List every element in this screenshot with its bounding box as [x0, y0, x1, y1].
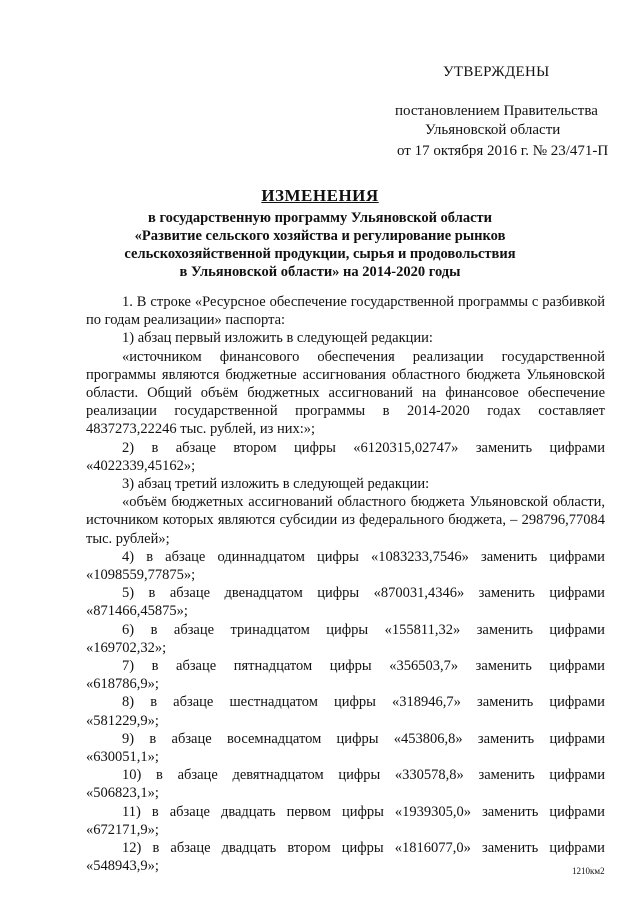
subtitle-line: в государственную программу Ульяновской области — [147, 210, 492, 226]
item-value: «4022339,45162»; — [86, 457, 196, 474]
document-subtitle — [110, 209, 530, 281]
paragraph-item-7 — [86, 657, 605, 693]
item-line: 10) в абзаце девятнадцатом цифры «330578,8» заменить цифрами — [122, 767, 605, 784]
paragraph-item-10 — [86, 766, 605, 802]
document-title: ИЗМЕНЕНИЯ — [261, 186, 379, 205]
item-line: 6) в абзаце тринадцатом цифры «155811,32» заменить цифрами — [122, 621, 605, 638]
item-line: 12) в абзаце двадцать втором цифры «1816077,0» заменить цифрами — [122, 840, 605, 857]
approval-resolution: постановлением Правительства — [395, 103, 598, 119]
item-line: 9) в абзаце восемнадцатом цифры «453806,8» заменить цифрами — [122, 730, 605, 747]
item-line: 4) в абзаце одиннадцатом цифры «1083233,7546» заменить цифрами — [122, 548, 605, 565]
paragraph-item-12 — [86, 839, 605, 875]
paragraph-intro: 1. В строке «Ресурсное обеспечение государственной программы с разбивкой по годам реализации» паспорта: — [86, 294, 605, 329]
paragraph-item-4 — [86, 548, 605, 584]
item-value: «581229,9»; — [86, 712, 159, 729]
item-line: 2) в абзаце втором цифры «6120315,02747» заменить цифрами — [122, 439, 605, 456]
item-line: 7) в абзаце пятнадцатом цифры «356503,7» заменить цифрами — [122, 658, 605, 675]
approval-title: УТВЕРЖДЕНЫ — [443, 64, 550, 80]
paragraph-item-8 — [86, 693, 605, 729]
paragraph-item-9 — [86, 730, 605, 766]
subtitle-line: сельскохозяйственной продукции, сырья и продовольствия — [124, 246, 516, 262]
item-line: 11) в абзаце двадцать первом цифры «1939305,0» заменить цифрами — [122, 803, 605, 820]
paragraph-item-1: 1) абзац первый изложить в следующей редакции: — [122, 330, 433, 347]
approval-region: Ульяновской области — [425, 122, 561, 138]
paragraph-quote-1: «источником финансового обеспечения реализации государственной программы являются бюджетные ассигнования областного бюджета Ульяновской области. Общий объём бюджетных ассигнований на финансовое обеспечение реализации государственной программы в 2014-2020 годах составляет 4837273,22246 тыс. рублей, из них:»; — [86, 348, 605, 438]
item-line: 8) в абзаце шестнадцатом цифры «318946,7» заменить цифрами — [122, 694, 605, 711]
paragraph-item-11 — [86, 803, 605, 839]
item-value: «618786,9»; — [86, 676, 159, 693]
document-body — [86, 293, 605, 876]
item-value: «672171,9»; — [86, 821, 159, 838]
paragraph-item-6 — [86, 621, 605, 657]
approval-block — [0, 0, 640, 170]
item-value: «548943,9»; — [86, 858, 159, 875]
paragraph-quote-2: «объём бюджетных ассигнований областного бюджета Ульяновской области, источником которых являются субсидии из федерального бюджета, – 298796,77084 тыс. рублей»; — [86, 494, 605, 547]
item-value: «506823,1»; — [86, 785, 159, 802]
item-value: «169702,32»; — [86, 639, 167, 656]
item-value: «1098559,77875»; — [86, 567, 196, 584]
paragraph-item-3: 3) абзац третий изложить в следующей редакции: — [122, 476, 430, 493]
item-line: 5) в абзаце двенадцатом цифры «870031,4346» заменить цифрами — [122, 585, 605, 602]
page-code: 1210км2 — [572, 866, 605, 876]
paragraph-item-2 — [86, 439, 605, 475]
paragraph-item-5 — [86, 584, 605, 620]
subtitle-line: «Развитие сельского хозяйства и регулирование рынков — [134, 228, 506, 244]
item-value: «871466,45875»; — [86, 603, 188, 620]
approval-date-number: от 17 октября 2016 г. № 23/471-П — [397, 143, 609, 159]
item-value: «630051,1»; — [86, 749, 159, 766]
subtitle-line: в Ульяновской области» на 2014-2020 годы — [179, 264, 461, 280]
